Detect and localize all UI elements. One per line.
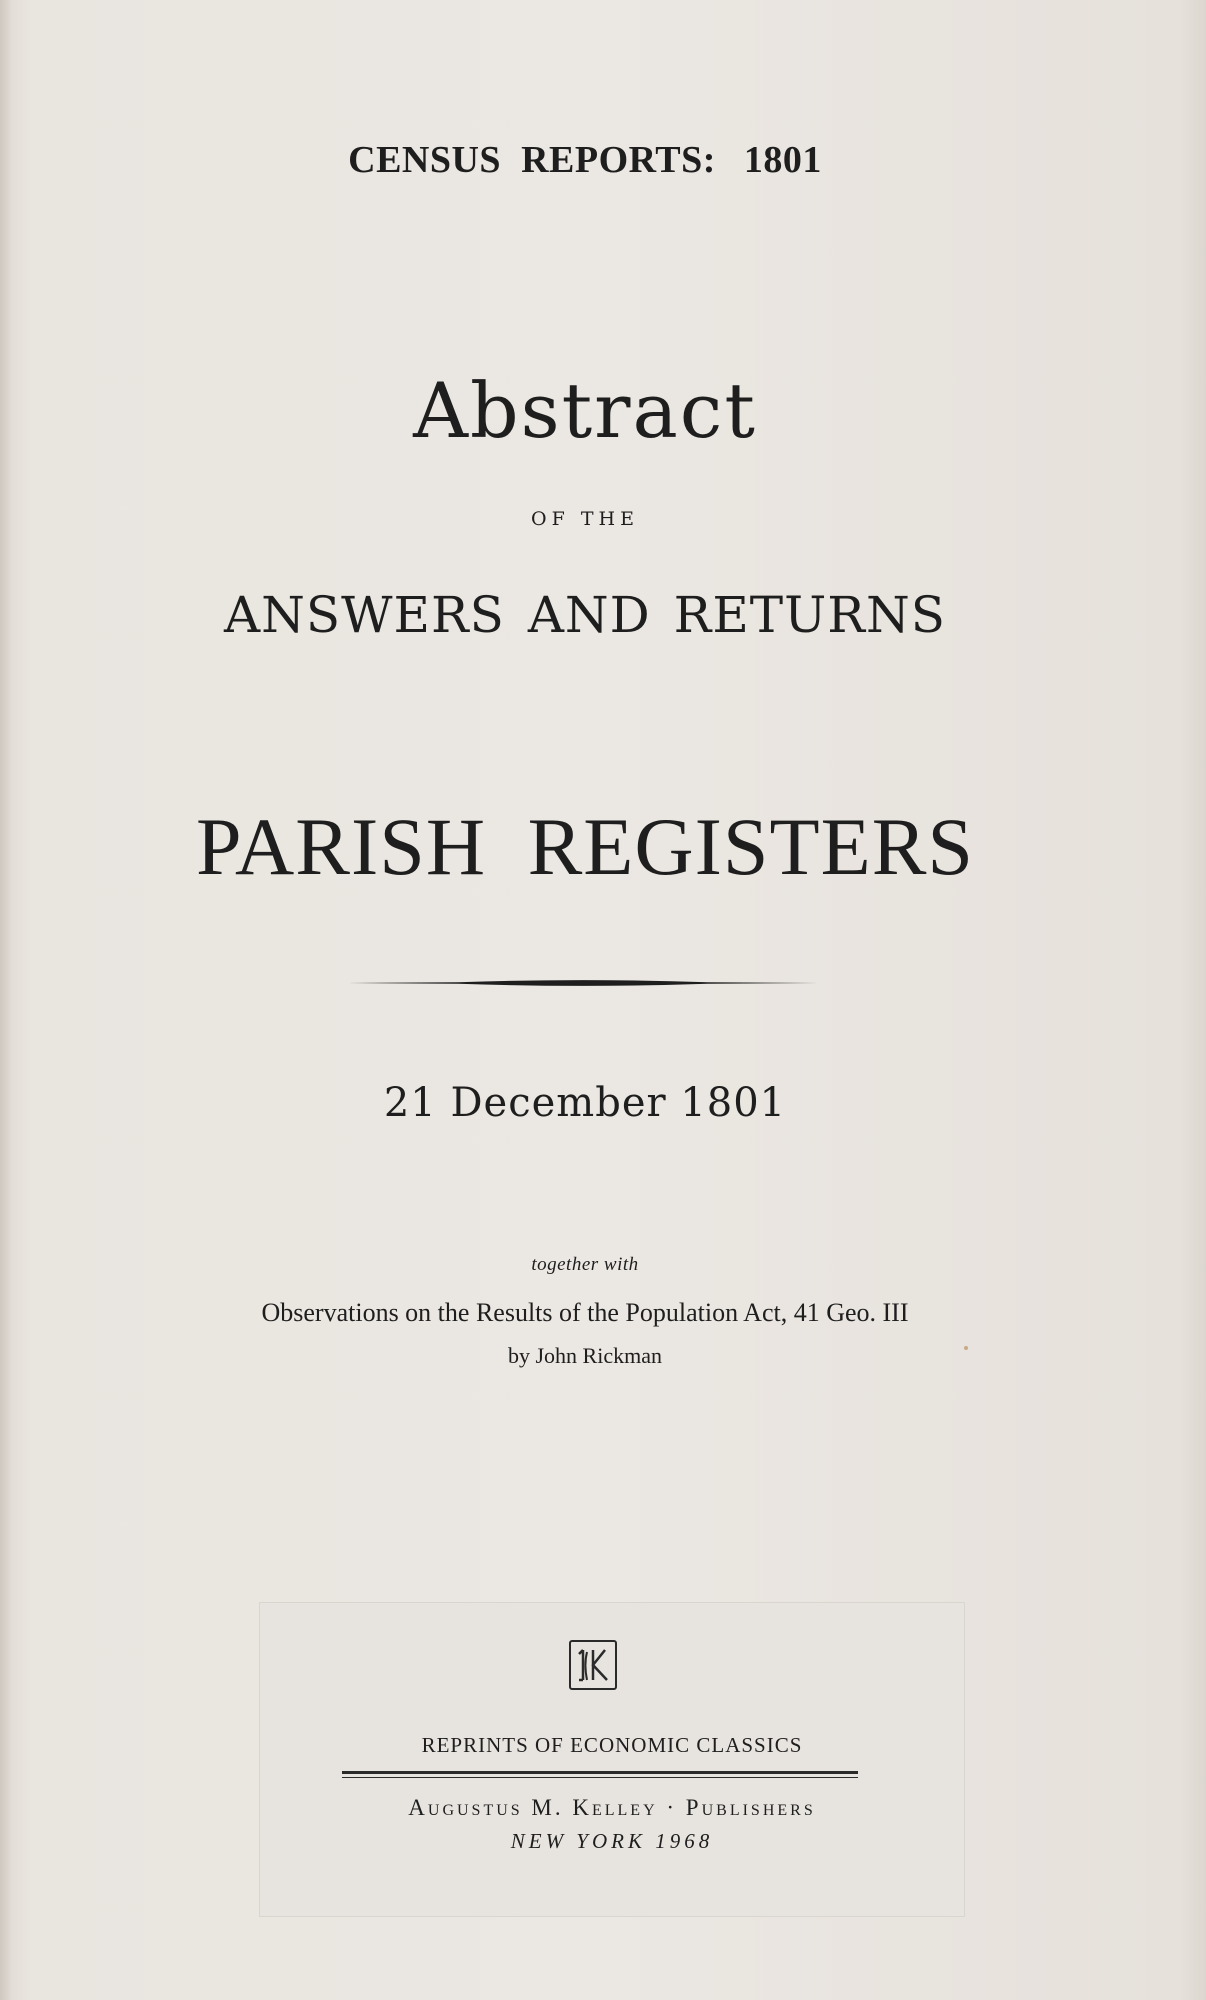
observations-title: Observations on the Results of the Population Act, 41 Geo. III <box>261 1298 909 1327</box>
answers-and-returns-heading: ANSWERS AND RETURNS <box>224 586 946 644</box>
paper-speck <box>964 1346 968 1350</box>
series-title-text: CENSUS REPORTS: <box>348 139 716 181</box>
publisher-city-year: NEW YORK 1968 <box>510 1829 714 1853</box>
publication-date: 21 December 1801 <box>383 1080 787 1126</box>
page-gutter-shadow <box>0 0 12 2000</box>
publisher-name: Augustus M. Kelley · Publishers <box>408 1795 816 1820</box>
kelley-monogram-icon <box>569 1640 617 1690</box>
publisher-label <box>260 1603 964 1916</box>
reprint-series-name: REPRINTS OF ECONOMIC CLASSICS <box>421 1733 803 1757</box>
of-the-connector: OF THE <box>531 508 639 530</box>
author-byline: by John Rickman <box>508 1343 662 1368</box>
label-double-rule <box>342 1771 858 1778</box>
series-year: 1801 <box>743 139 822 181</box>
ornamental-rule <box>348 976 818 990</box>
together-with-text: together with <box>531 1254 639 1275</box>
abstract-heading: Abstract <box>413 366 757 455</box>
series-title <box>0 138 1170 182</box>
parish-registers-heading: PARISH REGISTERS <box>195 801 974 892</box>
